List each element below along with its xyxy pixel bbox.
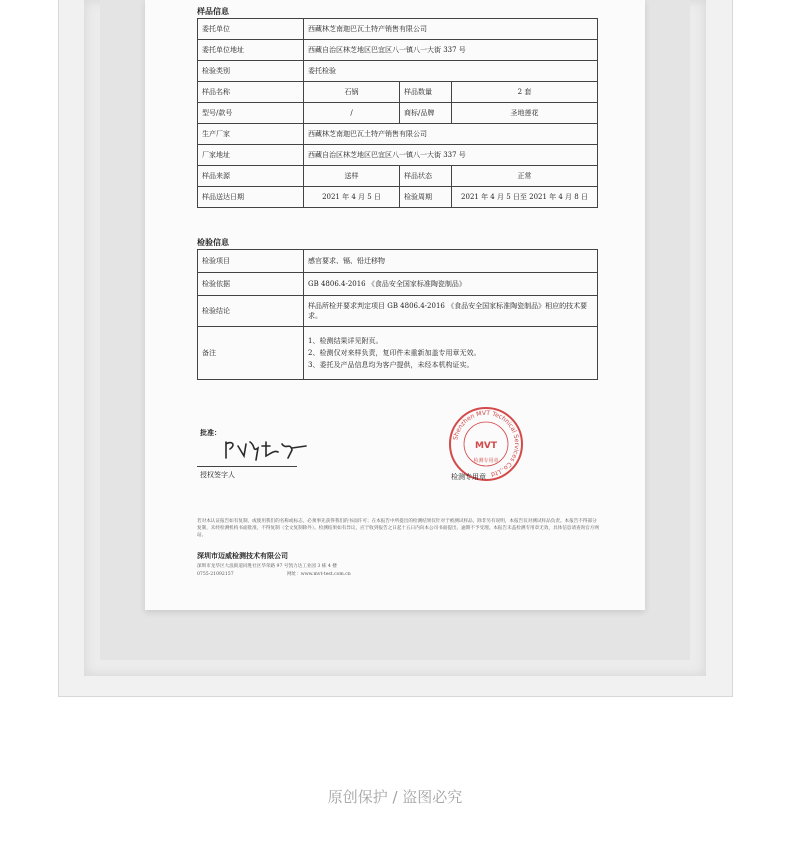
legal-fineprint: 若对本认证报告如有复制，或使用我们的名称或标志，必须事先获得我们的书面许可；在本报告中所提出的检测结果仅针对于被测试样品，除非另有说明，本报告仅对测试样品负责。本报告不得部分复制，未经检测机构书面批准，不得复制（全文复制除外）。检测结果如有异议，应于收到报告之日起十五日内向本公司书面提出，逾期不予受理。本报告未盖检测专用章无效，具体信息请查询官方网站。 [197, 519, 599, 538]
sample-info-table [197, 18, 598, 208]
cell-label: 检验周期 [400, 187, 452, 208]
cell-label: 检验项目 [198, 250, 304, 273]
cell-label: 检验结论 [198, 296, 304, 327]
table-row [198, 296, 598, 327]
cell-label: 样品来源 [198, 166, 304, 187]
cell-value: 送样 [304, 166, 400, 187]
cell-label: 型号/款号 [198, 103, 304, 124]
cell-value: 2021 年 4 月 5 日 [304, 187, 400, 208]
signature-line [197, 466, 297, 467]
company-name: 深圳市迈威检测技术有限公司 [197, 551, 288, 560]
test-info-table [197, 249, 598, 380]
svg-text:Shenzhen MVT Technical Service: Shenzhen MVT Technical Services Co.,Ltd [452, 409, 521, 478]
cell-label: 检验类别 [198, 61, 304, 82]
table-row [198, 273, 598, 296]
cell-value: 感官要求、镉、铅迁移物 [304, 250, 598, 273]
table-row [198, 19, 598, 40]
svg-text:MVT: MVT [474, 441, 498, 451]
cell-value [304, 327, 598, 380]
test-info-title: 检验信息 [197, 237, 229, 247]
sample-info-title: 样品信息 [197, 6, 229, 16]
handwritten-signature [222, 436, 312, 462]
cell-label: 商标/品牌 [400, 103, 452, 124]
stamp-label: 检测专用章 [451, 473, 486, 481]
copyright-footer: 原创保护 / 盗图必究 [327, 788, 463, 806]
cell-value: 西藏林芝南迦巴瓦土特产销售有限公司 [304, 124, 598, 145]
cell-value: 圣地莲花 [452, 103, 598, 124]
company-phone: 0755-21092157 [197, 572, 234, 577]
cell-value: 委托检验 [304, 61, 598, 82]
cell-value: 正常 [452, 166, 598, 187]
cell-value: 西藏自治区林芝地区巴宜区八一镇八一大街 337 号 [304, 40, 598, 61]
table-row [198, 250, 598, 273]
remark-line: 1、检测结果详见附页。 [308, 337, 383, 345]
remark-line: 3、委托及产品信息均为客户提供，未经本机构证实。 [308, 361, 474, 369]
cell-label: 生产厂家 [198, 124, 304, 145]
cell-label: 样品名称 [198, 82, 304, 103]
cell-label: 样品数量 [400, 82, 452, 103]
approval-label: 批准： [200, 428, 221, 437]
cell-value: 西藏自治区林芝地区巴宜区八一镇八一大街 337 号 [304, 145, 598, 166]
cell-label: 样品送达日期 [198, 187, 304, 208]
signer-label: 授权签字人 [200, 471, 235, 479]
table-row [198, 82, 598, 103]
table-row [198, 166, 598, 187]
cell-label: 备注 [198, 327, 304, 380]
cell-value: 2 套 [452, 82, 598, 103]
cell-value: 2021 年 4 月 5 日至 2021 年 4 月 8 日 [452, 187, 598, 208]
company-website: 网址：www.mvt-test.com.cn [287, 572, 351, 577]
cell-value: 石锅 [304, 82, 400, 103]
table-row [198, 40, 598, 61]
table-row [198, 103, 598, 124]
cell-value: GB 4806.4-2016 《食品安全国家标准陶瓷制品》 [304, 273, 598, 296]
remark-line: 2、检测仅对来样负责，复印件未重新加盖专用章无效。 [308, 349, 481, 357]
svg-text:检测专用章: 检测专用章 [473, 458, 499, 464]
cell-value: 西藏林芝南迦巴瓦土特产销售有限公司 [304, 19, 598, 40]
table-row [198, 61, 598, 82]
table-row [198, 327, 598, 380]
cell-label: 委托单位 [198, 19, 304, 40]
table-row [198, 124, 598, 145]
cell-label: 样品状态 [400, 166, 452, 187]
cell-value: / [304, 103, 400, 124]
cell-label: 委托单位地址 [198, 40, 304, 61]
cell-label: 厂家地址 [198, 145, 304, 166]
certificate-paper [145, 0, 645, 610]
table-row [198, 187, 598, 208]
company-address: 深圳市龙华区大浪街道同胜社区华荣路 97 号凯力达工业园 3 栋 4 楼 [197, 564, 337, 569]
cell-label: 检验依据 [198, 273, 304, 296]
table-row [198, 145, 598, 166]
cell-value: 样品所检并要求判定项目 GB 4806.4-2016 《食品安全国家标准陶瓷制品》相应的技术要求。 [304, 296, 598, 327]
